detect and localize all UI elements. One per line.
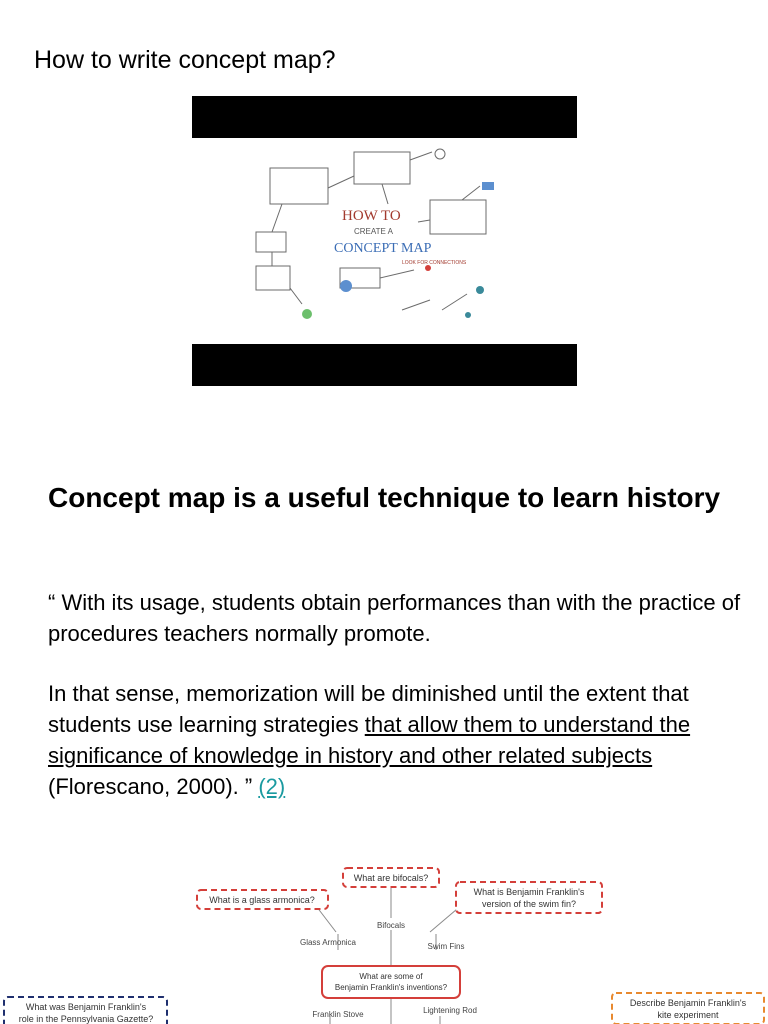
center-question-line2: Benjamin Franklin's inventions? [334,983,448,992]
center-question-box [322,966,460,998]
gazette-question-line1: What was Benjamin Franklin's [25,1002,147,1012]
p2-citation: (Florescano, 2000). ” [48,774,259,799]
benjamin-franklin-concept-map [0,838,768,1024]
sketch-concept-map: CONCEPT MAP [334,241,432,256]
sketch-box-step1 [256,232,286,252]
section-heading: Concept map is a useful technique to learn history [48,482,721,513]
swimfin-question-line1: What is Benjamin Franklin's [473,887,585,897]
video-bottom-bar [192,344,577,386]
concept-map-sketch-image [192,138,577,344]
hat-icon [476,286,484,294]
sketch-box-top [354,152,410,184]
swim-fins-label: Swim Fins [427,942,465,951]
slide-title: How to write concept map? [34,46,336,74]
sketch-box-left [270,168,328,204]
sketch-box-step2 [256,266,290,290]
glass-armonica-label: Glass Armonica [299,938,357,947]
concept-map-video[interactable] [192,96,577,386]
kite-question-line2: kite experiment [657,1010,719,1020]
bifocals-label: Bifocals [376,921,406,930]
magnifier-icon [340,280,352,292]
video-top-bar [192,96,577,138]
p2-underlined-text: that allow them to understand the significance of knowledge in history and other related subjects [48,712,691,768]
brain-icon [302,309,312,319]
center-question-line1: What are some of [359,972,423,981]
sketch-how-to: HOW TO [342,208,401,224]
bulb-icon [435,149,445,159]
p2-lead: In that sense, memorization will be diminished until the extent that students use learning strategies [48,681,689,737]
sketch-box-right [430,200,486,234]
memorization-paragraph [48,678,748,802]
kite-question-line1: Describe Benjamin Franklin's [629,998,747,1008]
sketch-create-a: CREATE A [354,227,393,236]
lightening-rod-label: Lightening Rod [423,1006,477,1015]
franklin-stove-label: Franklin Stove [312,1010,364,1019]
armonica-question: What is a glass armonica? [209,895,315,905]
quote-paragraph: “ With its usage, students obtain performances than with the practice of procedures teachers normally promote. [48,590,741,646]
gazette-question-line2: role in the Pennsylvania Gazette? [18,1014,154,1024]
swimfin-question-line2: version of the swim fin? [481,899,577,909]
reference-link[interactable]: (2) [258,774,286,799]
speaker-icon [465,312,471,318]
bifocals-question: What are bifocals? [353,873,429,883]
sketch-connections: LOOK FOR CONNECTIONS [402,260,467,266]
board-icon [482,182,494,190]
